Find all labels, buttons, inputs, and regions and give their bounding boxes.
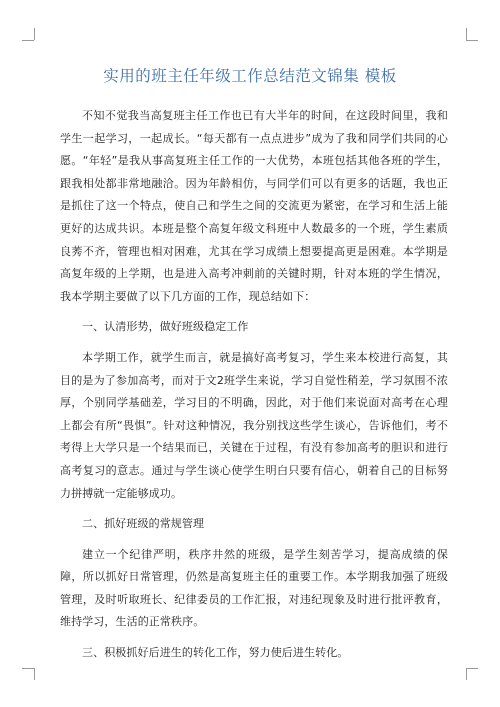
document-title: 实用的班主任年级工作总结范文锦集 模板 xyxy=(103,67,397,85)
crop-mark-bottom-right-v xyxy=(466,668,467,680)
section-heading-2: 二、抓好班级的常规管理 xyxy=(82,517,205,531)
paragraph-intro: 不知不觉我当高复班主任工作也已有大半年的时间，在这段时间里，我和学生一起学习，一起成长。“每天都有一点点进步”成为了我和同学们共同的心愿。“年轻”是我从事高复班主任工作的一大优势，本班包括其他各班的学生，跟我相处都非常地融洽。因为年龄相仿，与同学们可以有更多的话题，我也正是抓住了这一个特点，使自己和学生之间的交流更为紧密，在学习和生活上能更好的达成共识。本班是整个高复年级文科班中人数最多的一个班，学生素质良莠不齐，管理也相对困难，尤其在学习成绩上想要提高更是困难。本学期是高复年级的上学期，也是进入高考冲刺前的关键时期，针对本班的学生情况，我本学期主要做了以下几方面的工作，现总结如下： xyxy=(60,109,448,303)
crop-mark-top-left-h xyxy=(22,40,34,41)
paragraph-section-1: 本学期工作，就学生而言，就是搞好高考复习，学生来本校进行高复，其目的是为了参加高考，而对于文2班学生来说，学习自觉性稍差，学习氛围不浓厚，个别同学基础差，学习目的不明确，因此，对于他们来说面对高考在心理上都会有所“畏惧”。针对这种情况，我分别找这些学生谈心，告诉他们，考不考得上大学只是一个结果而已，关键在于过程，有没有参加高考的胆识和进行高考复习的意志。通过与学生谈心使学生明白只要有信心，朝着自己的目标努力拼搏就一定能够成功。 xyxy=(60,350,448,500)
paragraph-section-2: 建立一个纪律严明，秩序井然的班级，是学生刻苦学习，提高成绩的保障，所以抓好日常管理，仍然是高复班主任的重要工作。本学期我加强了班级管理，及时听取班长、纪律委员的工作汇报，对违纪现象及时进行批评教育，维持学习，生活的正常秩序。 xyxy=(60,547,448,629)
section-heading-1: 一、认清形势，做好班级稳定工作 xyxy=(82,320,249,334)
crop-mark-top-left-v xyxy=(34,28,35,40)
crop-mark-bottom-right-h xyxy=(466,668,478,669)
section-heading-3: 三、积极抓好后进生的转化工作，努力使后进生转化。 xyxy=(82,646,349,660)
crop-mark-top-right-v xyxy=(466,28,467,40)
crop-mark-top-right-h xyxy=(466,40,478,41)
document-body xyxy=(60,105,448,673)
crop-mark-bottom-left-v xyxy=(34,668,35,680)
crop-mark-bottom-left-h xyxy=(22,668,34,669)
